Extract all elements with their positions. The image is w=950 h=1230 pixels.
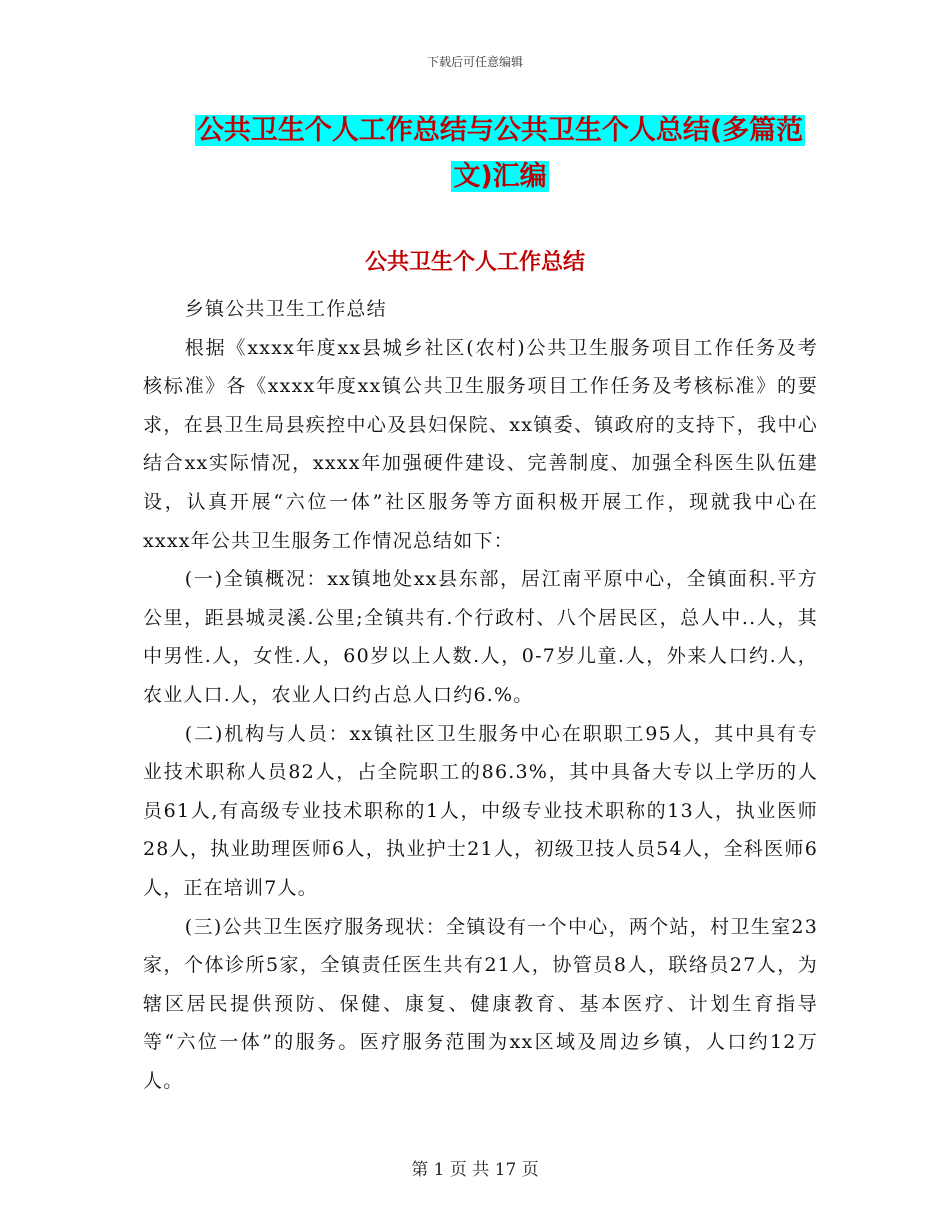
page-number: 第 1 页 共 17 页 [411,1160,539,1180]
paragraph: (一)全镇概况：xx镇地处xx县东部，居江南平原中心，全镇面积.平方公里，距县城灵溪.公里;全镇共有.个行政村、八个居民区，总人中..人，其中男性.人，女性.人，60岁以上人数.人，0-7岁儿童.人，外来人口约.人，农业人口.人，农业人口约占总人口约6.%。 [143,568,818,706]
header-note: 下载后可任意编辑 [426,55,523,69]
section-title: 公共卫生个人工作总结 [364,250,585,275]
document-title-line-2: 文)汇编 [453,161,547,192]
document-body [143,290,818,1100]
paragraph: 根据《xxxx年度xx县城乡社区(农村)公共卫生服务项目工作任务及考核标准》各《xxxx年度xx镇公共卫生服务项目工作任务及考核标准》的要求，在县卫生局县疾控中心及县妇保院、xx镇委、镇政府的支持下，我中心结合xx实际情况，xxxx年加强硬件建设、完善制度、加强全科医生队伍建设，认真开展“六位一体”社区服务等方面积极开展工作，现就我中心在xxxx年公共卫生服务工作情况总结如下： [143,336,818,552]
paragraph: (二)机构与人员：xx镇社区卫生服务中心在职职工95人，其中具有专业技术职称人员82人，占全院职工的86.3%，其中具备大专以上学历的人员61人,有高级专业技术职称的1人，中级专业技术职称的13人，执业医师28人，执业助理医师6人，执业护士21人，初级卫技人员54人，全科医师6人，正在培训7人。 [143,722,818,899]
document-title-line-1: 公共卫生个人工作总结与公共卫生个人总结(多篇范 [196,115,804,146]
document-title [140,108,860,200]
paragraph-subtitle: 乡镇公共卫生工作总结 [184,298,387,320]
paragraph: (三)公共卫生医疗服务现状：全镇设有一个中心，两个站，村卫生室23家，个体诊所5家，全镇责任医生共有21人，协管员8人，联络员27人，为辖区居民提供预防、保健、康复、健康教育、基本医疗、计划生育指导等“六位一体”的服务。医疗服务范围为xx区域及周边乡镇，人口约12万人。 [143,915,818,1092]
